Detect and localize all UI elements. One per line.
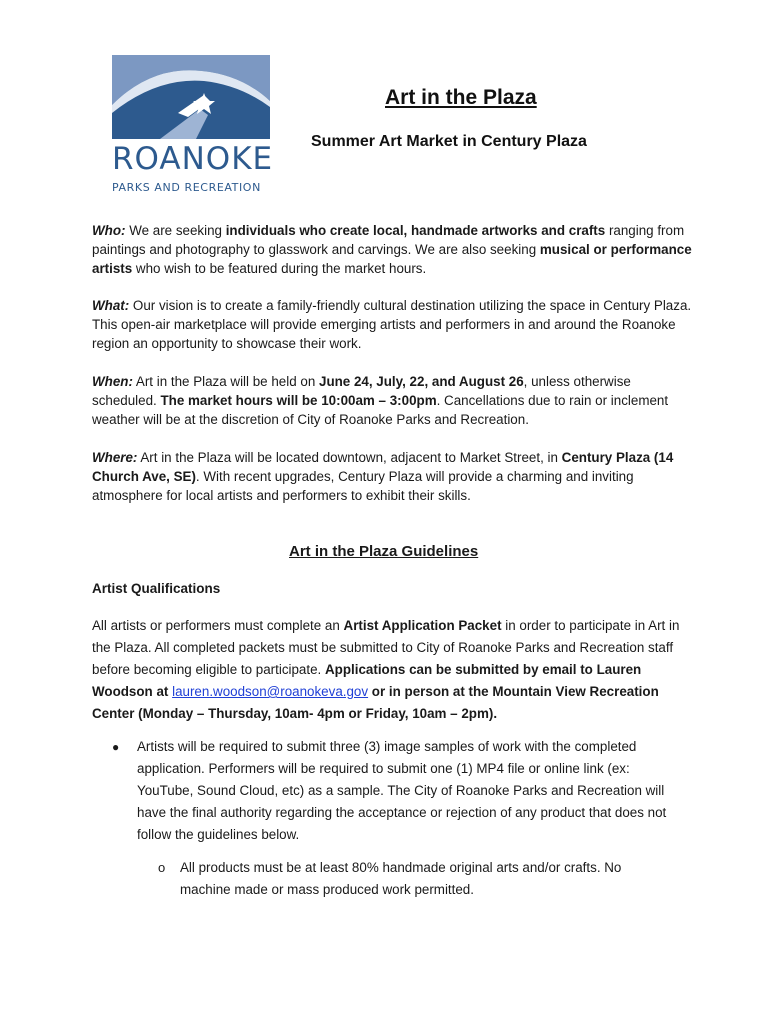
qual-text: in order to participate in Art in the Plaza. All completed packets must be submitted to City of Roanoke Parks and Recreation staff before becoming eligible to participate.	[92, 618, 680, 677]
when-text: , unless otherwise scheduled.	[92, 374, 631, 408]
qualifications-heading: Artist Qualifications	[92, 581, 221, 596]
when-paragraph	[92, 372, 692, 429]
where-bold: Century Plaza (14 Church Ave, SE)	[92, 450, 674, 484]
when-bold: The market hours will be 10:00am – 3:00pm	[160, 393, 437, 408]
who-bold: musical or performance artists	[92, 242, 692, 276]
roanoke-parks-logo	[112, 55, 272, 194]
what-text: Our vision is to create a family-friendly cultural destination utilizing the space in Century Plaza. This open-air marketplace will provide emerging artists and performers in and around the Roanoke region an opportunity to showcase their work.	[92, 298, 692, 351]
where-text: Art in the Plaza will be located downtown, adjacent to Market Street, in	[137, 450, 562, 465]
bullet-icon: ●	[112, 740, 120, 754]
qualifications-paragraph	[92, 615, 682, 725]
who-label: Who:	[92, 223, 126, 238]
what-label: What:	[92, 298, 130, 313]
guidelines-heading: Art in the Plaza Guidelines	[289, 543, 479, 560]
where-text: . With recent upgrades, Century Plaza will provide a charming and inviting atmosphere for local artists and performers to exhibit their skills.	[92, 469, 634, 503]
qual-text: All artists or performers must complete an	[92, 618, 344, 633]
list-item	[112, 736, 682, 846]
when-text: . Cancellations due to rain or inclement weather will be at the discretion of City of Roanoke Parks and Recreation.	[92, 393, 669, 427]
who-paragraph	[92, 221, 692, 278]
logo-mountain-icon	[112, 55, 270, 139]
when-text: Art in the Plaza will be held on	[132, 374, 319, 389]
page-title: Art in the Plaza	[385, 86, 537, 109]
when-label: When:	[92, 374, 133, 389]
logo-name: ROANOKE	[112, 141, 274, 177]
qual-bold: Artist Application Packet	[343, 618, 502, 633]
who-bold: individuals who create local, handmade artworks and crafts	[225, 223, 606, 238]
where-paragraph	[92, 448, 692, 505]
logo-subtitle: PARKS AND RECREATION	[112, 181, 261, 194]
where-label: Where:	[92, 450, 138, 465]
qual-bold: or in person at the Mountain View Recreation Center (Monday – Thursday, 10am- 4pm or Friday, 10am – 2pm).	[92, 684, 659, 721]
who-text: who wish to be featured during the market hours.	[132, 261, 427, 276]
email-link[interactable]: lauren.woodson@roanokeva.gov	[172, 684, 369, 699]
list-item	[158, 857, 658, 901]
sub-bullet-icon: o	[158, 860, 166, 875]
bullet-text: Artists will be required to submit three (3) image samples of work with the completed application. Performers will be required to submit one (1) MP4 file or online link (ex: YouTube, Sound Cloud, etc) as a sample. The City of Roanoke Parks and Recreation will have the final authority regarding the acceptance or rejection of any product that does not follow the guidelines below.	[137, 739, 667, 842]
sub-bullet-text: All products must be at least 80% handmade original arts and/or crafts. No machine made or mass produced work permitted.	[180, 860, 622, 897]
when-bold: June 24, July, 22, and August 26	[319, 374, 524, 389]
qual-bold: Applications can be submitted by email to Lauren Woodson at	[92, 662, 642, 699]
page-subtitle: Summer Art Market in Century Plaza	[311, 133, 587, 150]
who-text: We are seeking	[125, 223, 226, 238]
who-text: ranging from paintings and photography to glasswork and carvings. We are also seeking	[92, 223, 685, 257]
what-paragraph	[92, 296, 692, 353]
